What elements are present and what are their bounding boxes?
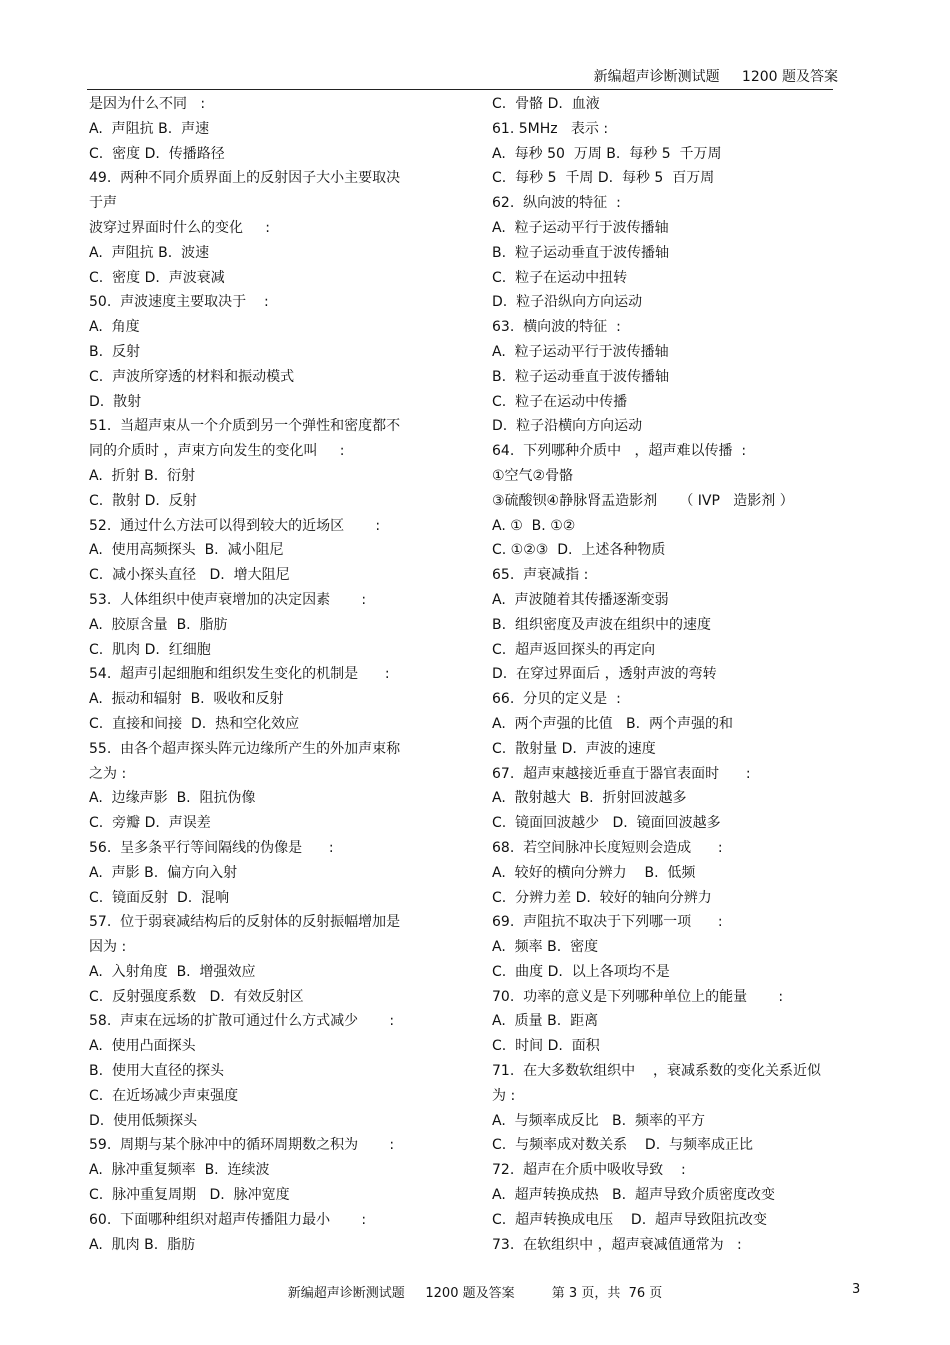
text-line: C. 镜面反射 D. 混响 bbox=[89, 889, 230, 906]
text-line: 66. 分贝的定义是 : bbox=[492, 691, 621, 708]
text-line: A. 边缘声影 B. 阻抗伪像 bbox=[89, 790, 256, 807]
text-line: A. 声阻抗 B. 波速 bbox=[89, 244, 210, 261]
text-line: A. 振动和辐射 B. 吸收和反射 bbox=[89, 691, 284, 708]
text-line: C. 超声转换成电压 D. 超声导致阻抗改变 bbox=[492, 1211, 768, 1228]
text-line: A. 声影 B. 偏方向入射 bbox=[89, 864, 238, 881]
text-line: 69. 声阻抗不取决于下列哪一项 : bbox=[492, 914, 723, 931]
text-line: 61. 5MHz 表示 : bbox=[492, 120, 609, 137]
text-line: A. 肌肉 B. 脂肪 bbox=[89, 1236, 196, 1253]
text-line: C. 肌肉 D. 红细胞 bbox=[89, 641, 211, 658]
right-column bbox=[492, 92, 844, 1257]
text-line: A. 质量 B. 距离 bbox=[492, 1013, 599, 1030]
text-line: C. 时间 D. 面积 bbox=[492, 1038, 600, 1055]
text-line: D. 粒子沿纵向方向运动 bbox=[492, 294, 643, 311]
text-line: C. 密度 D. 声波衰减 bbox=[89, 269, 225, 286]
text-line: C. 粒子在运动中扭转 bbox=[492, 269, 628, 286]
text-line: 65. 声衰减指 : bbox=[492, 567, 589, 584]
text-line: C. 散射量 D. 声波的速度 bbox=[492, 740, 656, 757]
page-header-title: 新编超声诊断测试题 1200 题及答案 bbox=[593, 69, 838, 85]
text-line: 56. 呈多条平行等间隔线的伪像是 : bbox=[89, 839, 334, 856]
text-line: C. 镜面回波越少 D. 镜面回波越多 bbox=[492, 815, 721, 832]
text-line: C. 粒子在运动中传播 bbox=[492, 393, 628, 410]
text-line: 因为 : bbox=[89, 939, 127, 956]
text-line: 58. 声束在远场的扩散可通过什么方式减少 : bbox=[89, 1013, 395, 1030]
text-line: 60. 下面哪种组织对超声传播阻力最小 : bbox=[89, 1211, 367, 1228]
header-divider bbox=[87, 89, 833, 90]
text-line: A. 较好的横向分辨力 B. 低频 bbox=[492, 864, 696, 881]
text-line: A. 与频率成反比 B. 频率的平方 bbox=[492, 1112, 705, 1129]
text-line: C. 在近场减少声束强度 bbox=[89, 1087, 239, 1104]
text-line: A. 散射越大 B. 折射回波越多 bbox=[492, 790, 687, 807]
text-line: A. 使用凸面探头 bbox=[89, 1038, 196, 1055]
text-line: 64. 下列哪种介质中 ，超声难以传播 : bbox=[492, 443, 747, 460]
text-line: 63. 横向波的特征 : bbox=[492, 319, 621, 336]
text-line: 是因为什么不同 : bbox=[89, 96, 206, 112]
text-line: C. 每秒 5 千周 D. 每秒 5 百万周 bbox=[492, 170, 715, 187]
text-line: 波穿过界面时什么的变化 : bbox=[89, 219, 270, 236]
text-line: D. 在穿过界面后 ，透射声波的弯转 bbox=[492, 666, 717, 683]
text-line: C. 曲度 D. 以上各项均不是 bbox=[492, 963, 670, 980]
text-line: A. 频率 B. 密度 bbox=[492, 939, 599, 956]
text-line: A. 超声转换成热 B. 超声导致介质密度改变 bbox=[492, 1187, 775, 1204]
text-line: 53. 人体组织中使声衰增加的决定因素 : bbox=[89, 591, 367, 608]
text-line: C. 脉冲重复周期 D. 脉冲宽度 bbox=[89, 1187, 290, 1204]
text-line: 51. 当超声束从一个介质到另一个弹性和密度都不 bbox=[89, 418, 401, 435]
text-line: A. 脉冲重复频率 B. 连续波 bbox=[89, 1162, 270, 1179]
text-line: B. 使用大直径的探头 bbox=[89, 1063, 224, 1080]
text-line: 68. 若空间脉冲长度短则会造成 : bbox=[492, 839, 723, 856]
text-line: 62. 纵向波的特征 : bbox=[492, 195, 621, 212]
text-line: C. 分辨力差 D. 较好的轴向分辨力 bbox=[492, 889, 712, 906]
text-line: C. 骨骼 D. 血液 bbox=[492, 96, 600, 112]
text-line: 为 : bbox=[492, 1087, 516, 1104]
text-line: 52. 通过什么方法可以得到较大的近场区 : bbox=[89, 517, 381, 534]
text-line: ③硫酸钡④静脉肾盂造影剂 （ IVP 造影剂 ） bbox=[492, 492, 794, 509]
text-line: B. 粒子运动垂直于波传播轴 bbox=[492, 368, 669, 385]
text-line: C. 旁瓣 D. 声误差 bbox=[89, 815, 211, 832]
text-line: A. ① B. ①② bbox=[492, 517, 576, 534]
text-line: C. 减小探头直径 D. 增大阻尼 bbox=[89, 567, 290, 584]
text-line: C. 与频率成对数关系 D. 与频率成正比 bbox=[492, 1137, 754, 1154]
text-line: 50. 声波速度主要取决于 : bbox=[89, 294, 269, 311]
page-number: 3 bbox=[852, 1282, 861, 1297]
text-line: 54. 超声引起细胞和组织发生变化的机制是 : bbox=[89, 666, 390, 683]
text-line: A. 粒子运动平行于波传播轴 bbox=[492, 343, 669, 360]
text-line: C. 超声返回探头的再定向 bbox=[492, 641, 656, 658]
text-line: 71. 在大多数软组织中 ，衰减系数的变化关系近似 bbox=[492, 1063, 821, 1080]
text-line: 之为 : bbox=[89, 765, 127, 782]
text-line: A. 声波随着其传播逐渐变弱 bbox=[492, 591, 669, 608]
text-line: 72. 超声在介质中吸收导致 : bbox=[492, 1162, 686, 1179]
text-line: D. 散射 bbox=[89, 393, 142, 410]
text-line: 70. 功率的意义是下列哪种单位上的能量 : bbox=[492, 988, 784, 1005]
text-line: 67. 超声束越接近垂直于器官表面时 : bbox=[492, 765, 751, 782]
text-line: 于声 bbox=[89, 195, 117, 212]
text-line: A. 入射角度 B. 增强效应 bbox=[89, 963, 256, 980]
text-line: C. 密度 D. 传播路径 bbox=[89, 145, 225, 162]
text-line: D. 粒子沿横向方向运动 bbox=[492, 418, 643, 435]
text-line: A. 使用高频探头 B. 减小阻尼 bbox=[89, 542, 284, 559]
text-line: A. 折射 B. 衍射 bbox=[89, 467, 196, 484]
text-line: A. 每秒 50 万周 B. 每秒 5 千万周 bbox=[492, 145, 722, 162]
text-line: C. ①②③ D. 上述各种物质 bbox=[492, 542, 666, 559]
text-line: A. 粒子运动平行于波传播轴 bbox=[492, 219, 669, 236]
text-line: 49. 两种不同介质界面上的反射因子大小主要取决 bbox=[89, 170, 401, 187]
text-line: C. 声波所穿透的材料和振动模式 bbox=[89, 368, 295, 385]
text-line: B. 粒子运动垂直于波传播轴 bbox=[492, 244, 669, 261]
text-line: A. 角度 bbox=[89, 319, 140, 336]
text-line: C. 直接和间接 D. 热和空化效应 bbox=[89, 715, 300, 732]
text-line: A. 胶原含量 B. 脂肪 bbox=[89, 616, 228, 633]
text-line: C. 散射 D. 反射 bbox=[89, 492, 197, 509]
page-footer: 新编超声诊断测试题 1200 题及答案 第 3 页，共 76 页 bbox=[287, 1286, 663, 1301]
text-line: 55. 由各个超声探头阵元边缘所产生的外加声束称 bbox=[89, 740, 401, 757]
text-line: A. 声阻抗 B. 声速 bbox=[89, 120, 210, 137]
text-line: 73. 在软组织中 ，超声衰减值通常为 : bbox=[492, 1236, 742, 1253]
text-line: B. 组织密度及声波在组织中的速度 bbox=[492, 616, 711, 633]
text-line: D. 使用低频探头 bbox=[89, 1112, 198, 1129]
text-line: A. 两个声强的比值 B. 两个声强的和 bbox=[492, 715, 733, 732]
left-column bbox=[89, 92, 441, 1257]
text-line: B. 反射 bbox=[89, 343, 140, 360]
text-line: ①空气②骨骼 bbox=[492, 467, 574, 484]
text-line: 57. 位于弱衰减结构后的反射体的反射振幅增加是 bbox=[89, 914, 401, 931]
text-line: C. 反射强度系数 D. 有效反射区 bbox=[89, 988, 304, 1005]
text-line: 59. 周期与某个脉冲中的循环周期数之积为 : bbox=[89, 1137, 395, 1154]
text-line: 同的介质时 ，声束方向发生的变化叫 : bbox=[89, 443, 345, 460]
